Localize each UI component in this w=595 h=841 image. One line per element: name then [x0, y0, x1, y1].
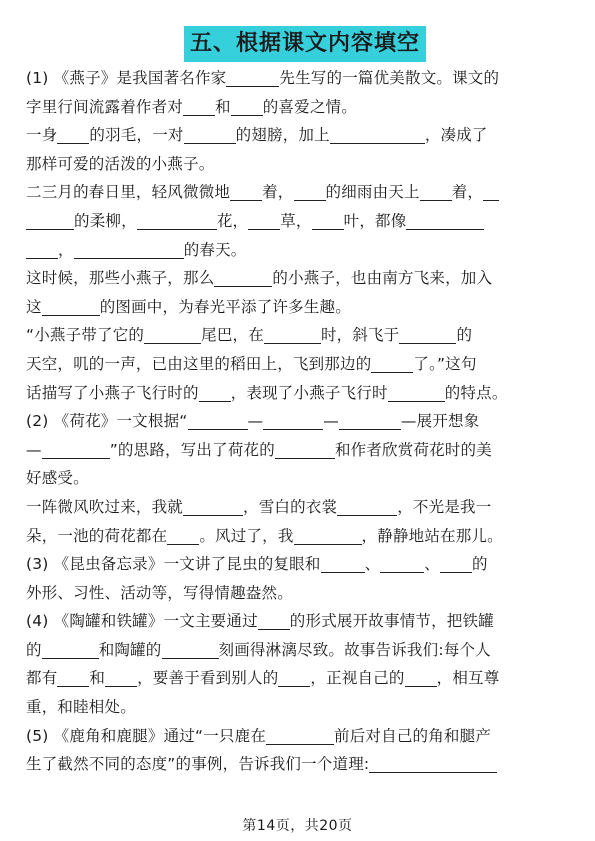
answer-blank[interactable]: [183, 99, 215, 116]
answer-blank[interactable]: [330, 127, 425, 144]
line-text: 天空，叽的一声，已由这里的稻田上，飞到那边的: [26, 354, 372, 373]
text-line: [26, 64, 571, 93]
text-line: [26, 379, 571, 408]
text-line: [26, 722, 571, 751]
line-text: 先生写的一篇优美散文。课文的: [279, 69, 500, 87]
line-text: ，: [58, 240, 74, 259]
line-text: 草，: [280, 211, 312, 230]
line-text: 叶，都像: [343, 211, 407, 230]
answer-blank[interactable]: [42, 442, 110, 459]
answer-blank[interactable]: [264, 327, 321, 344]
line-text: ”的思路，写出了荷花的: [109, 440, 275, 459]
text-line: [26, 636, 571, 665]
answer-blank[interactable]: [483, 184, 499, 201]
answer-blank[interactable]: [440, 556, 472, 573]
line-text: 的: [26, 640, 42, 659]
line-text: —: [247, 412, 264, 431]
text-line: [26, 150, 571, 179]
line-text: 的: [456, 326, 473, 345]
line-text: 尾巴，在: [201, 326, 264, 345]
text-line: [26, 178, 571, 207]
line-text: (3) 《昆虫备忘录》一文讲了昆虫的复眼和: [26, 555, 321, 574]
answer-blank[interactable]: [184, 127, 236, 144]
line-text: 。风过了，我: [199, 526, 294, 545]
answer-blank[interactable]: [226, 70, 279, 87]
line-text: ，相互尊: [436, 669, 500, 688]
line-text: ，静静地站在那儿。: [361, 526, 503, 545]
answer-blank[interactable]: [294, 184, 326, 201]
text-line: [26, 550, 571, 579]
text-line: [26, 693, 571, 722]
line-text: 的细雨由天上: [325, 183, 420, 202]
line-text: ，不光是我一: [397, 497, 492, 516]
answer-blank[interactable]: [388, 385, 445, 402]
line-text: 、: [364, 555, 381, 574]
text-line: [26, 236, 571, 265]
line-text: 、: [424, 555, 440, 574]
answer-blank[interactable]: [399, 327, 456, 344]
answer-blank[interactable]: [214, 270, 272, 287]
answer-blank[interactable]: [167, 528, 199, 545]
line-text: 的羽毛，一对: [89, 126, 184, 145]
line-text: 和陶罐的: [98, 640, 162, 659]
line-text: (2) 《荷花》一文根据“: [26, 412, 188, 431]
answer-blank[interactable]: [231, 99, 263, 116]
line-text: 的特点。: [444, 383, 508, 402]
line-text: 和: [215, 97, 231, 116]
line-text: ，表现了小燕子飞行时: [230, 383, 388, 402]
line-text: 花，: [216, 211, 249, 230]
line-text: 的翅膀，加上: [235, 126, 330, 145]
answer-blank[interactable]: [26, 213, 74, 230]
line-text: “小燕子带了它的: [26, 326, 145, 345]
line-text: (5) 《鹿角和鹿腿》通过“一只鹿在: [26, 726, 267, 745]
answer-blank[interactable]: [183, 499, 243, 516]
text-line: [26, 464, 571, 493]
line-text: 的柔柳，: [74, 211, 137, 230]
line-text: 那样可爱的活泼的小燕子。: [26, 154, 215, 173]
text-line: [26, 264, 571, 293]
line-text: 时，斜飞于: [320, 326, 400, 345]
line-text: 的春天。: [183, 240, 247, 259]
answer-blank[interactable]: [380, 556, 424, 573]
text-line: [26, 436, 571, 465]
line-text: 着，: [262, 183, 294, 202]
answer-blank[interactable]: [369, 756, 497, 773]
text-line: [26, 207, 571, 236]
answer-blank[interactable]: [57, 127, 89, 144]
text-line: [26, 93, 571, 122]
line-text: (4) 《陶罐和铁罐》一文主要通过: [26, 612, 258, 631]
line-text: —: [26, 440, 42, 459]
answer-blank[interactable]: [275, 442, 335, 459]
line-text: 这: [26, 297, 42, 316]
text-line: [26, 407, 571, 436]
line-text: 生了截然不同的态度”的事例，告诉我们一个道理:: [26, 755, 370, 774]
answer-blank[interactable]: [144, 327, 201, 344]
answer-blank[interactable]: [371, 356, 413, 373]
answer-blank[interactable]: [26, 242, 58, 259]
line-text: —展开想象: [400, 412, 480, 431]
line-text: ，凑成了: [424, 126, 488, 145]
answer-blank[interactable]: [278, 670, 310, 687]
line-text: ，要善于看到别人的: [137, 669, 279, 688]
line-text: 的小燕子，也由南方飞来，加入: [272, 269, 493, 288]
line-text: 话描写了小燕子飞行时的: [26, 383, 199, 402]
answer-blank[interactable]: [188, 413, 248, 430]
answer-blank[interactable]: [321, 556, 365, 573]
line-text: —: [323, 412, 339, 431]
text-line: [26, 321, 571, 350]
text-line: [26, 522, 571, 551]
line-text: 着，: [451, 183, 484, 202]
answer-blank[interactable]: [137, 213, 217, 230]
text-line: [26, 293, 571, 322]
text-line: [26, 579, 571, 608]
text-line: [26, 121, 571, 150]
fill-in-blank-content: [26, 64, 571, 779]
text-line: [26, 664, 571, 693]
line-text: 的: [472, 555, 488, 574]
line-text: 一身: [26, 126, 58, 145]
answer-blank[interactable]: [199, 385, 231, 402]
line-text: 和作者欣赏荷花时的美: [334, 440, 492, 459]
text-line: [26, 350, 571, 379]
line-text: 刻画得淋漓尽致。故事告诉我们:每个人: [218, 640, 491, 659]
answer-blank[interactable]: [266, 728, 334, 745]
line-text: 都有: [26, 669, 58, 688]
line-text: 和: [89, 669, 106, 688]
line-text: 字里行间流露着作者对: [26, 97, 184, 116]
line-text: 二三月的春日里，轻风微微地: [26, 183, 231, 202]
line-text: ，正视自己的: [310, 669, 405, 688]
line-text: 朵，一池的荷花都在: [26, 526, 168, 545]
answer-blank[interactable]: [74, 242, 184, 259]
answer-blank[interactable]: [57, 670, 89, 687]
answer-blank[interactable]: [420, 184, 452, 201]
line-text: 重，和睦相处。: [26, 698, 136, 717]
line-text: (1) 《燕子》是我国著名作家: [26, 69, 227, 87]
answer-blank[interactable]: [230, 184, 262, 201]
line-text: 的喜爱之情。: [262, 97, 357, 116]
line-text: 的形式展开故事情节，把铁罐: [289, 612, 494, 631]
answer-blank[interactable]: [312, 213, 344, 230]
answer-blank[interactable]: [263, 413, 323, 430]
line-text: 前后对自己的角和腿产: [334, 726, 492, 745]
answer-blank[interactable]: [42, 642, 99, 659]
line-text: 好感受。: [26, 469, 89, 488]
answer-blank[interactable]: [337, 499, 397, 516]
line-text: ，雪白的衣裳: [243, 497, 338, 516]
page-footer: 第14页，共20页: [242, 818, 353, 834]
line-text: 一阵微风吹过来，我就: [26, 497, 184, 516]
answer-blank[interactable]: [294, 528, 362, 545]
text-line: [26, 493, 571, 522]
line-text: 外形、习性、活动等，写得情趣盎然。: [26, 583, 293, 602]
answer-blank[interactable]: [105, 670, 137, 687]
answer-blank[interactable]: [42, 299, 100, 316]
answer-blank[interactable]: [248, 213, 280, 230]
line-text: 的图画中，为春光平添了许多生趣。: [99, 297, 351, 316]
text-line: [26, 607, 571, 636]
answer-blank[interactable]: [406, 213, 484, 230]
answer-blank[interactable]: [162, 642, 219, 659]
answer-blank[interactable]: [405, 670, 437, 687]
line-text: 了。”这句: [413, 354, 477, 373]
section-title: 五、根据课文内容填空: [184, 26, 426, 62]
text-line: [26, 750, 571, 779]
answer-blank[interactable]: [339, 413, 401, 430]
line-text: 这时候，那些小燕子，那么: [26, 269, 215, 288]
answer-blank[interactable]: [258, 613, 290, 630]
